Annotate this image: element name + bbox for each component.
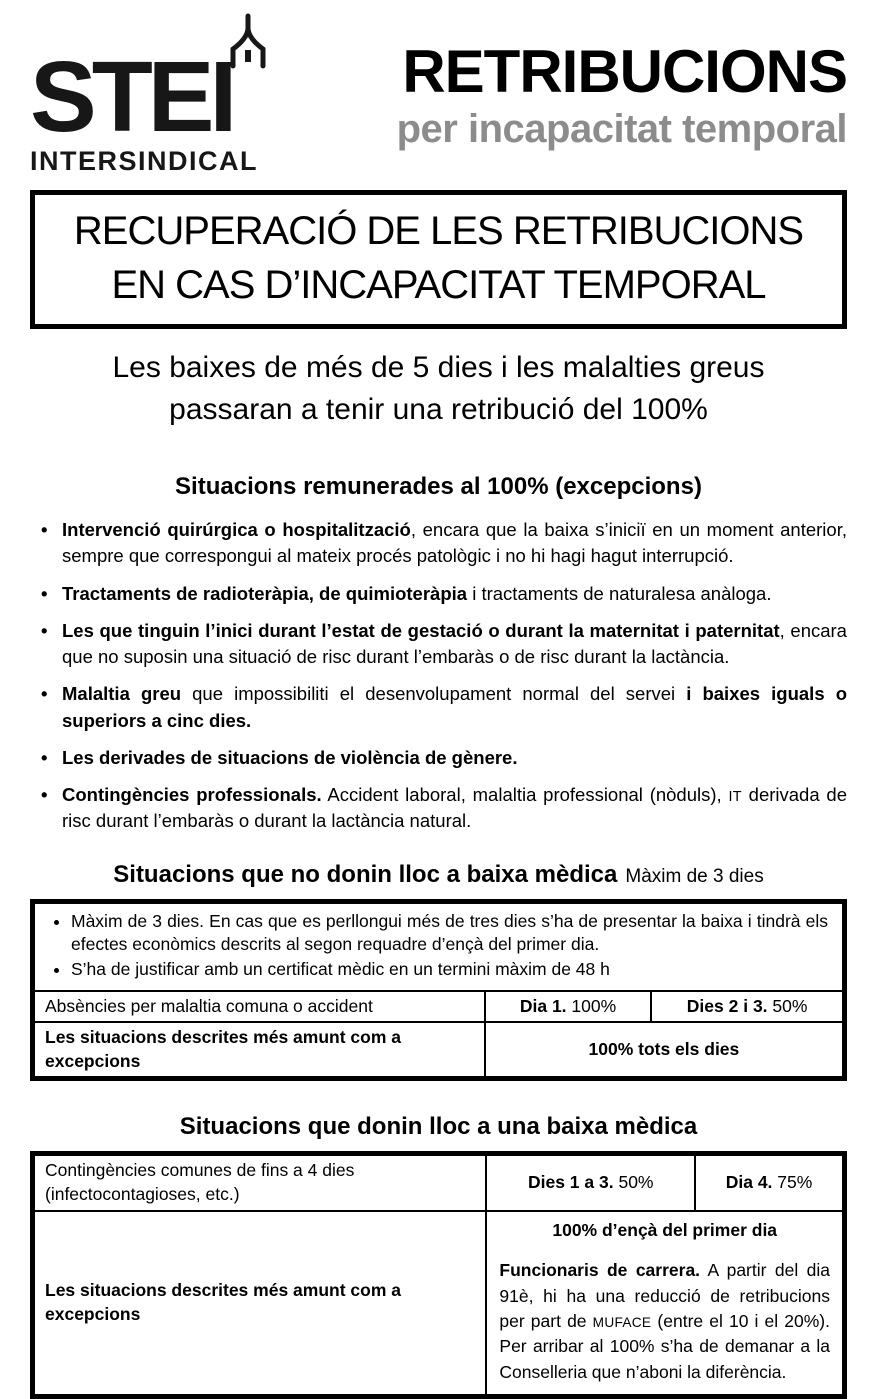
table-row: [33, 1211, 845, 1397]
cell-detail-paragraph: Funcionaris de carrera. A partir del dia 91è, hi ha una reducció de retribucions per part de MUFACE (entre el 10 i el 20%). Per arribar al 100% s’ha de demanar a la Conselleria que n’aboni la diferència.: [499, 1260, 830, 1382]
table-row: [33, 901, 845, 990]
stei-logo: [30, 12, 280, 176]
header: [30, 12, 847, 174]
table-row: [33, 1154, 845, 1211]
main-title-box: [30, 190, 847, 329]
heading-no-baixa-main: Situacions que no donin lloc a baixa mèdica: [113, 860, 618, 888]
cell-dies23: Dies 2 i 3. 50%: [651, 991, 844, 1023]
heading-no-baixa: [30, 861, 847, 889]
cell-detail-title: 100% d’ençà del primer dia: [552, 1219, 778, 1240]
cell-excepcions2-detail: [486, 1211, 844, 1397]
cell-dia1: Dia 1. 100%: [485, 991, 651, 1023]
table-baixa: [30, 1151, 847, 1399]
cell-excepcions-label: Les situacions descrites més amunt com a excepcions: [33, 1022, 485, 1079]
exceptions-list: [30, 517, 847, 835]
table-no-baixa: [30, 899, 847, 1082]
main-title-line1: RECUPERACIÓ DE LES RETRIBUCIONS: [73, 209, 804, 253]
list-item: • Les derivades de situacions de violència de gènere.: [30, 745, 847, 771]
bell-tower-icon: [222, 14, 274, 75]
header-titles: [280, 12, 847, 151]
lead-text: [30, 347, 847, 431]
table-notes: [49, 910, 828, 982]
main-title-line2: EN CAS D’INCAPACITAT TEMPORAL: [111, 263, 766, 307]
heading-baixa: Situacions que donin lloc a una baixa mèdica: [179, 1113, 698, 1141]
heading-exceptions: Situacions remunerades al 100% (excepcions): [175, 473, 702, 500]
list-item: • Contingències professionals. Accident laboral, malaltia professional (nòduls), IT derivada de risc durant l’embaràs o durant la lactància natural.: [30, 782, 847, 835]
lead-line2: passaran a tenir una retribució del 100%: [169, 393, 708, 426]
heading-no-baixa-note: Màxim de 3 dies: [625, 865, 764, 887]
list-item: • Les que tinguin l’inici durant l’estat de gestació o durant la maternitat i paternitat, encara que no suposin una situació de risc durant l’embaràs o de risc durant la lactància.: [30, 618, 847, 671]
cell-excepcions2-label: Les situacions descrites més amunt com a excepcions: [33, 1211, 487, 1397]
logo-acronym: STEI: [30, 41, 233, 153]
cell-absencies-label: Absències per malaltia comuna o accident: [33, 991, 485, 1023]
lead-line1: Les baixes de més de 5 dies i les malalties greus: [112, 351, 765, 384]
cell-excepcions-value: 100% tots els dies: [485, 1022, 845, 1079]
table-row: [33, 1022, 845, 1079]
table-row: [33, 991, 845, 1023]
cell-dies13: Dies 1 a 3. 50%: [486, 1154, 695, 1211]
table-note: • Màxim de 3 dies. En cas que es perllongui més de tres dies s’ha de presentar la baixa i tindrà els efectes econòmics descrits al segon requadre d’ençà del primer dia.: [71, 910, 828, 957]
doc-title: RETRIBUCIONS: [402, 38, 847, 105]
cell-contingencies-label: Contingències comunes de fins a 4 dies (infectocontagioses, etc.): [33, 1154, 487, 1211]
list-item: • Tractaments de radioteràpia, de quimioteràpia i tractaments de naturalesa anàloga.: [30, 581, 847, 607]
logo-name: INTERSINDICAL: [30, 146, 258, 176]
list-item: • Malaltia greu que impossibiliti el desenvolupament normal del servei i baixes iguals o superiors a cinc dies.: [30, 681, 847, 734]
cell-dia4: Dia 4. 75%: [695, 1154, 844, 1211]
doc-subtitle: per incapacitat temporal: [396, 107, 847, 151]
list-item: • Intervenció quirúrgica o hospitalització, encara que la baixa s’iniciï en un moment anterior, sempre que correspongui al mateix procés patològic i no hi hagi hagut interrupció.: [30, 517, 847, 570]
table-note: • S’ha de justificar amb un certificat mèdic en un termini màxim de 48 h: [71, 958, 828, 982]
